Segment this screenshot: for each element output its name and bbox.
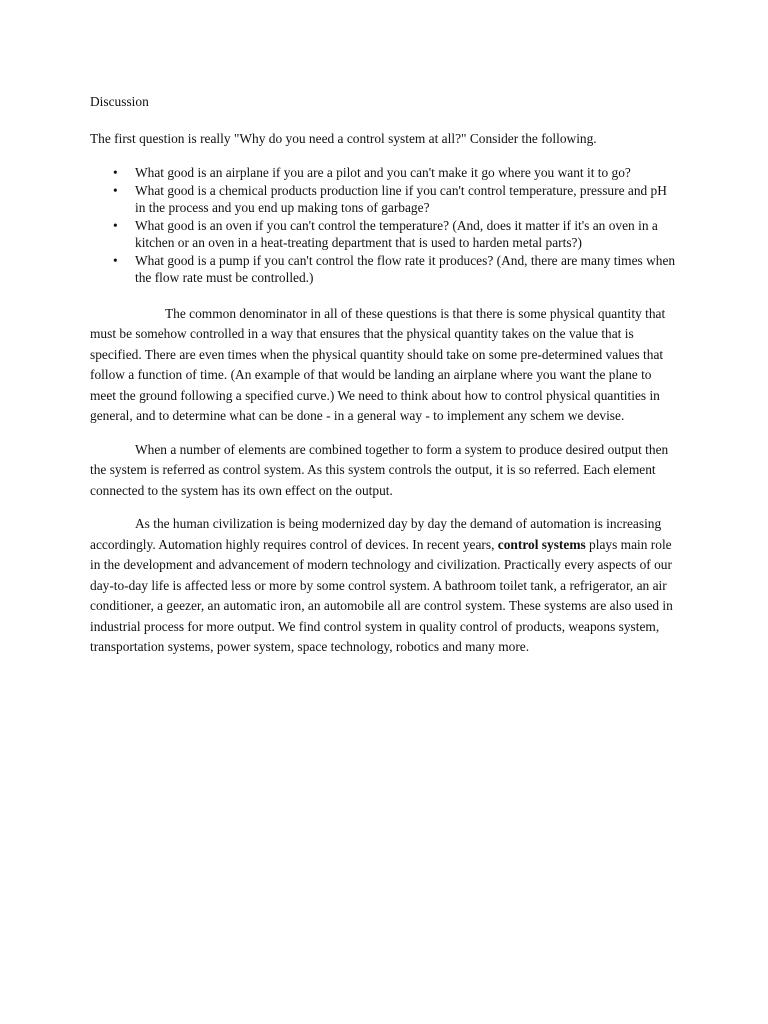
intro-text: The first question is really "Why do you need a control system at all?" Consider the following. — [90, 131, 597, 146]
bullet-icon: • — [113, 252, 118, 268]
list-item — [90, 182, 676, 217]
list-item — [90, 252, 676, 287]
bullet-icon: • — [113, 165, 118, 180]
list-item — [90, 217, 676, 252]
paragraph-control-system-definition: When a number of elements are combined together to form a system to produce desired output then the system is referred as control system. As this system controls the output, it is so referred. Each element connected to the system has its own effect on the output. — [90, 441, 669, 498]
bullet-icon: • — [113, 217, 118, 233]
list-item-text: What good is an airplane if you are a pilot and you can't make it go where you want it to go? — [135, 165, 631, 180]
bullet-icon: • — [113, 182, 118, 198]
section-heading: Discussion — [90, 94, 149, 109]
list-item — [90, 164, 676, 182]
paragraph-automation — [90, 514, 676, 658]
paragraph-common-denominator: The common denominator in all of these questions is that there is some physical quantity that must be somehow controlled in a way that ensures that the physical quantity takes on the value that is specified. There are even times when the physical quantity should take on some pre-determined values that follow a function of time. (An example of that would be landing an airplane where you want the plane to meet the ground following a specified curve.) We need to think about how to control physical quantities in general, and to determine what can be done - in a general way - to implement any schem we devise. — [90, 305, 666, 423]
document-page — [90, 93, 676, 658]
list-item-text: What good is an oven if you can't control the temperature? (And, does it matter if it's an oven in a kitchen or an oven in a heat-treating department that is used to harden metal parts?) — [135, 217, 658, 250]
question-list — [90, 164, 676, 287]
paragraph-automation-start: As the human civilization is being modernized day by day the demand of automation is increasing accordingly. Automation highly requires control of devices. In recent years, — [90, 516, 662, 552]
list-item-text: What good is a pump if you can't control the flow rate it produces? (And, there are many times when the flow rate must be controlled.) — [135, 252, 676, 285]
bold-term-control-systems: control systems — [497, 536, 586, 552]
list-item-text: What good is a chemical products production line if you can't control temperature, pressure and pH in the process and you end up making tons of garbage? — [135, 182, 667, 215]
paragraph-automation-end: plays main role in the development and advancement of modern technology and civilization. Practically every aspects of our day-to-day life is affected less or more by some control system. A bathroom toilet tank, a refrigerator, an air conditioner, a geezer, an automatic iron, an automobile all are control system. These systems are also used in industrial process for more output. We find control system in quality control of products, weapons system, transportation systems, power system, space technology, robotics and many more. — [90, 536, 673, 654]
